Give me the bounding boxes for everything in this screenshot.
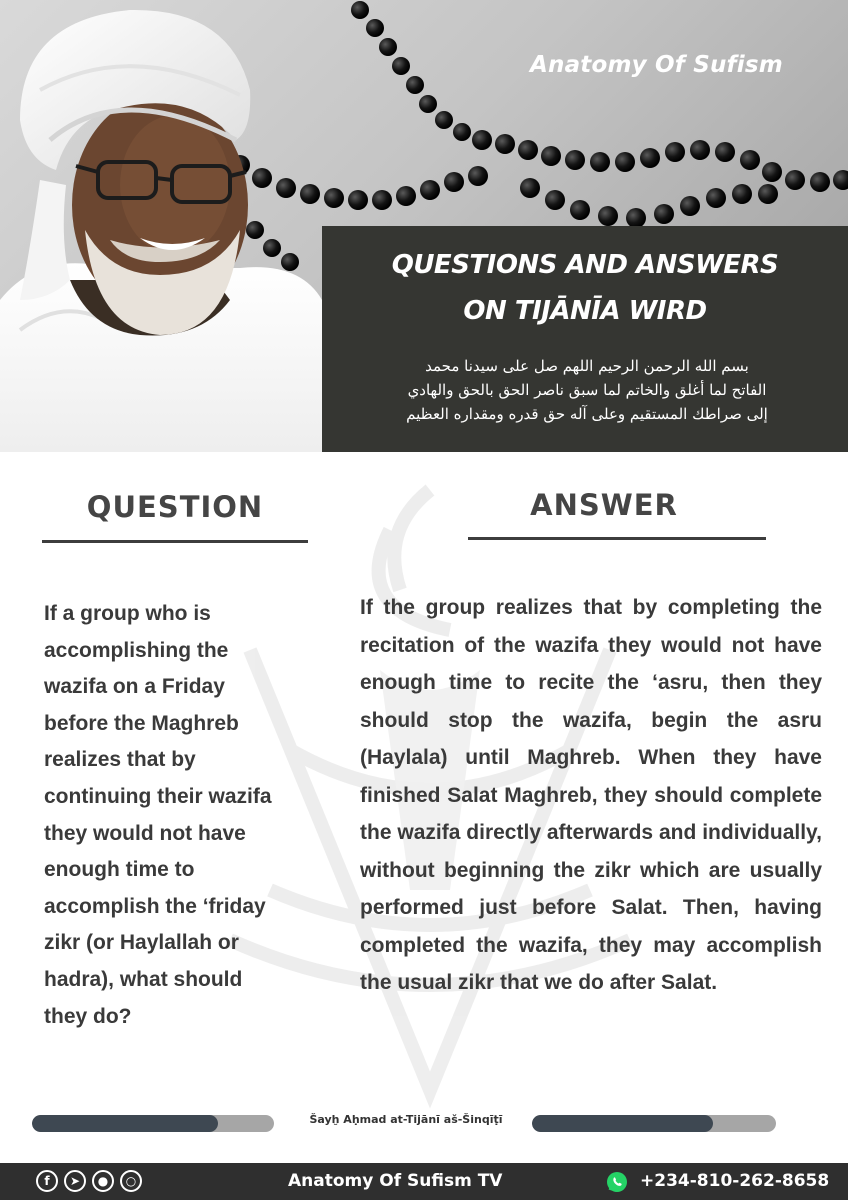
decorative-bar-left-fill	[32, 1115, 218, 1132]
footer-bar	[0, 1163, 848, 1200]
whatsapp-icon[interactable]	[606, 1171, 628, 1193]
title-box	[322, 226, 848, 452]
question-text: If a group who is accomplishing the wazifa on a Friday before the Maghreb realizes that by continuing their wazifa they would not have enough time to accomplish the ‘friday zikr (or Haylallah or hadra), what should they do?	[44, 602, 272, 1028]
question-heading: QUESTION	[86, 490, 264, 524]
page-title-line-1: QUESTIONS AND ANSWERS	[391, 250, 779, 280]
facebook-icon[interactable]: f	[36, 1170, 58, 1192]
author-attribution: Šayḫ Aḥmad at-Tijānī aš-Šinqīṭī	[309, 1113, 503, 1126]
question-divider	[42, 540, 308, 543]
footer-phone-number[interactable]: +234-810-262-8658	[640, 1171, 830, 1191]
footer-channel-title: Anatomy Of Sufism TV	[288, 1171, 503, 1191]
telegram-icon[interactable]: ➤	[64, 1170, 86, 1192]
answer-divider	[468, 537, 766, 540]
instagram-icon[interactable]: ○	[120, 1170, 142, 1192]
answer-heading: ANSWER	[530, 488, 678, 522]
arabic-line-1: بسم الله الرحمن الرحيم اللهم صل على سيدنا محمد	[425, 357, 749, 375]
page-title-line-2: ON TIJĀNĪA WIRD	[463, 296, 707, 326]
sheikh-portrait-image	[0, 0, 330, 452]
twitter-icon[interactable]: ●	[92, 1170, 114, 1192]
arabic-line-3: إلى صراطك المستقيم وعلى آله حق قدره ومقداره العظيم	[406, 405, 768, 423]
decorative-bar-right	[532, 1115, 776, 1132]
arabic-line-2: الفاتح لما أغلق والخاتم لما سبق ناصر الحق بالحق والهادي	[407, 381, 767, 399]
brand-title: Anatomy Of Sufism	[530, 52, 783, 78]
header-banner	[0, 0, 848, 452]
answer-text: If the group realizes that by completing the recitation of the wazifa they would not have enough time to recite the ‘asru, then they should stop the wazifa, begin the asru (Haylala) until Maghreb. When they have finished Salat Maghreb, they should complete the wazifa directly afterwards and individually, without beginning the zikr which are usually performed just before Salat. Then, having completed the wazifa, they may accomplish the usual zikr that we do after Salat.	[360, 596, 822, 994]
arabic-prayer-text	[340, 354, 834, 426]
decorative-bar-left	[32, 1115, 274, 1132]
decorative-bar-right-fill	[532, 1115, 713, 1132]
